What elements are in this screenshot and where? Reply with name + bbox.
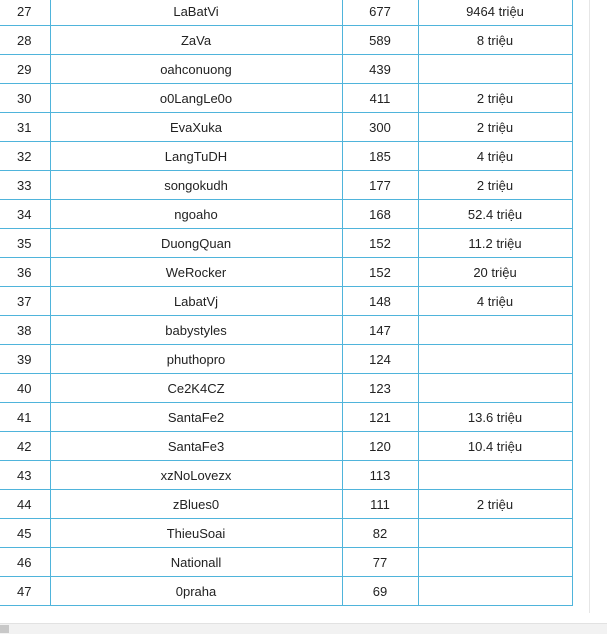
score-cell: 147: [342, 316, 418, 345]
score-cell: 439: [342, 55, 418, 84]
reward-cell: 10.4 triệu: [418, 432, 572, 461]
player-name-cell: o0LangLe0o: [50, 84, 342, 113]
table-row: [0, 403, 572, 432]
player-name-cell: SantaFe2: [50, 403, 342, 432]
score-cell: 111: [342, 490, 418, 519]
rank-cell: 35: [0, 229, 50, 258]
rank-cell: 47: [0, 577, 50, 606]
reward-cell: [418, 577, 572, 606]
horizontal-scrollbar[interactable]: [0, 623, 607, 634]
table-row: [0, 519, 572, 548]
score-cell: 185: [342, 142, 418, 171]
rank-cell: 41: [0, 403, 50, 432]
score-cell: 177: [342, 171, 418, 200]
table-row: [0, 0, 572, 26]
score-cell: 411: [342, 84, 418, 113]
score-cell: 77: [342, 548, 418, 577]
reward-cell: 4 triệu: [418, 287, 572, 316]
player-name-cell: LangTuDH: [50, 142, 342, 171]
rank-cell: 36: [0, 258, 50, 287]
reward-cell: 2 triệu: [418, 171, 572, 200]
player-name-cell: DuongQuan: [50, 229, 342, 258]
table-row: [0, 171, 572, 200]
rank-cell: 33: [0, 171, 50, 200]
rank-cell: 27: [0, 0, 50, 26]
scrollbar-thumb[interactable]: [0, 625, 9, 633]
reward-cell: 4 triệu: [418, 142, 572, 171]
page-divider: [589, 0, 590, 613]
player-name-cell: EvaXuka: [50, 113, 342, 142]
player-name-cell: zBlues0: [50, 490, 342, 519]
table-row: [0, 55, 572, 84]
score-cell: 168: [342, 200, 418, 229]
score-cell: 152: [342, 229, 418, 258]
reward-cell: 11.2 triệu: [418, 229, 572, 258]
rank-cell: 39: [0, 345, 50, 374]
table-row: [0, 577, 572, 606]
table-row: [0, 287, 572, 316]
player-name-cell: xzNoLovezx: [50, 461, 342, 490]
score-cell: 123: [342, 374, 418, 403]
reward-cell: 8 triệu: [418, 26, 572, 55]
reward-cell: [418, 461, 572, 490]
table-row: [0, 461, 572, 490]
score-cell: 113: [342, 461, 418, 490]
score-cell: 124: [342, 345, 418, 374]
rank-cell: 29: [0, 55, 50, 84]
table-row: [0, 229, 572, 258]
rank-cell: 32: [0, 142, 50, 171]
rank-cell: 31: [0, 113, 50, 142]
player-name-cell: Ce2K4CZ: [50, 374, 342, 403]
reward-cell: 13.6 triệu: [418, 403, 572, 432]
reward-cell: 2 triệu: [418, 113, 572, 142]
player-name-cell: SantaFe3: [50, 432, 342, 461]
score-cell: 82: [342, 519, 418, 548]
player-name-cell: LaBatVi: [50, 0, 342, 26]
reward-cell: [418, 55, 572, 84]
rank-cell: 45: [0, 519, 50, 548]
rank-cell: 38: [0, 316, 50, 345]
score-cell: 589: [342, 26, 418, 55]
table-row: [0, 84, 572, 113]
rank-cell: 28: [0, 26, 50, 55]
rank-cell: 34: [0, 200, 50, 229]
table-row: [0, 316, 572, 345]
player-name-cell: WeRocker: [50, 258, 342, 287]
table-row: [0, 490, 572, 519]
reward-cell: [418, 519, 572, 548]
score-cell: 300: [342, 113, 418, 142]
rank-cell: 30: [0, 84, 50, 113]
reward-cell: 52.4 triệu: [418, 200, 572, 229]
player-name-cell: ZaVa: [50, 26, 342, 55]
table-row: [0, 26, 572, 55]
player-name-cell: ngoaho: [50, 200, 342, 229]
rank-cell: 40: [0, 374, 50, 403]
reward-cell: [418, 548, 572, 577]
rank-cell: 42: [0, 432, 50, 461]
player-name-cell: songokudh: [50, 171, 342, 200]
reward-cell: 2 triệu: [418, 490, 572, 519]
table-row: [0, 345, 572, 374]
score-cell: 69: [342, 577, 418, 606]
rank-cell: 43: [0, 461, 50, 490]
player-name-cell: Nationall: [50, 548, 342, 577]
score-cell: 148: [342, 287, 418, 316]
player-name-cell: babystyles: [50, 316, 342, 345]
score-cell: 121: [342, 403, 418, 432]
player-name-cell: 0praha: [50, 577, 342, 606]
rank-cell: 37: [0, 287, 50, 316]
table-row: [0, 113, 572, 142]
score-cell: 677: [342, 0, 418, 26]
table-row: [0, 374, 572, 403]
table-row: [0, 432, 572, 461]
table-row: [0, 258, 572, 287]
reward-cell: [418, 316, 572, 345]
score-cell: 152: [342, 258, 418, 287]
table-row: [0, 200, 572, 229]
reward-cell: 2 triệu: [418, 84, 572, 113]
score-cell: 120: [342, 432, 418, 461]
reward-cell: [418, 345, 572, 374]
player-name-cell: ThieuSoai: [50, 519, 342, 548]
table-row: [0, 142, 572, 171]
player-name-cell: LabatVj: [50, 287, 342, 316]
reward-cell: 20 triệu: [418, 258, 572, 287]
player-name-cell: phuthopro: [50, 345, 342, 374]
player-name-cell: oahconuong: [50, 55, 342, 84]
reward-cell: [418, 374, 572, 403]
reward-cell: 9464 triệu: [418, 0, 572, 26]
rank-cell: 44: [0, 490, 50, 519]
rank-cell: 46: [0, 548, 50, 577]
table-row: [0, 548, 572, 577]
